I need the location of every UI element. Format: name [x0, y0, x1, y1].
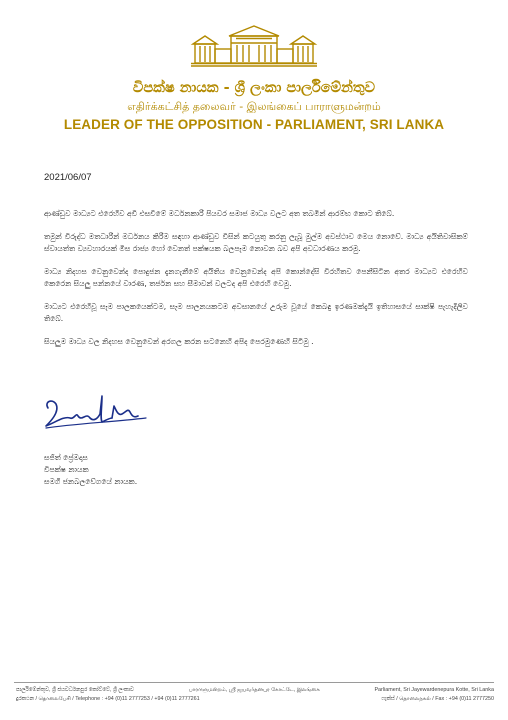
letter-date: 2021/06/07: [44, 172, 92, 183]
paragraph-4: මාධ්‍යට එරෙහිවූ සෑම පාලකයෙක්ටම, සෑම පාලනයකටම අවසානයේ උරුම වූයේ කෙබඳු ඉරණමක්දැයි ඉතිහාසයේ සාක්ෂි පැහැදිලිව තිබේ.: [44, 302, 468, 323]
letter-body: [44, 208, 468, 359]
signature-block: [44, 452, 137, 488]
signatory-org: සමගි ජනබලවේගයේ නායක.: [44, 477, 138, 486]
signatory-title: විපක්ෂ නායක: [44, 465, 89, 474]
paragraph-2: තමුන් විරුද්ධ මතධාරීන් මර්ධනය කිරීම සඳහා ආණ්ඩුව විසින් කටයුතු කරනු ලැබූ මුල්ම අවස්ථාව මෙය නොවේ. මාධ්‍ය අයිතිවාසිකම් ස්වායත්ත ව්‍යවහාරයක් මිස රාජ්‍ය හෝ වෙනත් පක්ෂයක බලපෑම නොවන බව අපි අවධාරණය කරමු.: [44, 232, 468, 253]
paragraph-1: ආණ්ඩුව මාධ්‍යට එරෙහිව අවි එසවීමේ මර්ධනකාරී පියවර සමාජ මාධ්‍ය වලට අත තබමින් ආරම්භ කොට තිබේ.: [44, 209, 395, 218]
footer-address-sinhala: පාර්ලිමේන්තුව, ශ්‍රී ජයවර්ධනපුර කෝට්ටේ, ශ්‍රී ලංකාව: [16, 687, 134, 693]
footer-address-row: [16, 686, 494, 695]
letterhead-title-english: LEADER OF THE OPPOSITION - PARLIAMENT, SRI LANKA: [63, 117, 445, 132]
footer-contact-row: [16, 695, 494, 704]
footer-divider: [14, 682, 494, 683]
footer-address-english: Parliament, Sri Jayewardenepura Kotte, Sri Lanka: [374, 687, 494, 693]
paragraph-3: මාධ්‍ය නිදහස වෙනුවෙන්ද පොදුජන දැනගැනීමේ අයිතිය වෙනුවෙන්ද අපි කොන්දේසි විරහිතව පෙනීසිටින අතර මාධ්‍යට එරෙහිව කෙරෙන සියලු පන්නයේ වාරණ, තර්ජන සහ සීමාවන් වලටද අපි එරෙහි වෙමු.: [44, 267, 468, 288]
footer-fax: ෆැක්ස් / தொலைநகல் / Fax : +94 (0)11 2777250: [381, 696, 494, 702]
parliament-building-icon: [189, 24, 319, 68]
letterhead-title-sinhala: විපක්ෂ නායක - ශ්‍රී ලංකා පාර්ලිමේන්තුව: [132, 80, 376, 96]
letterhead-title-tamil: எதிர்க்கட்சித் தலைவர் - இலங்கைப் பாராளுமன்றம்: [127, 100, 381, 113]
paragraph-5: සියලුම මාධ්‍ය වල නිදහස වෙනුවෙන් අරගල කරන සටනෙහි අපිද පෙරමුණෙහි සිටිමු .: [44, 337, 314, 346]
signatory-name: සජිත් ප්‍රේමදාස: [44, 453, 88, 462]
letterhead: [0, 0, 508, 170]
footer: [16, 686, 494, 704]
footer-address-tamil: பாராளுமன்றம், ஸ்ரீ ஜயவர்தனபுர கோட்டே, இலங்கை: [188, 687, 320, 693]
footer-telephone: දුරකථන / தொலைபேசி / Telephone : +94 (0)11 2777253 / +94 (0)11 2777261: [16, 696, 200, 702]
handwritten-signature: [42, 388, 152, 436]
